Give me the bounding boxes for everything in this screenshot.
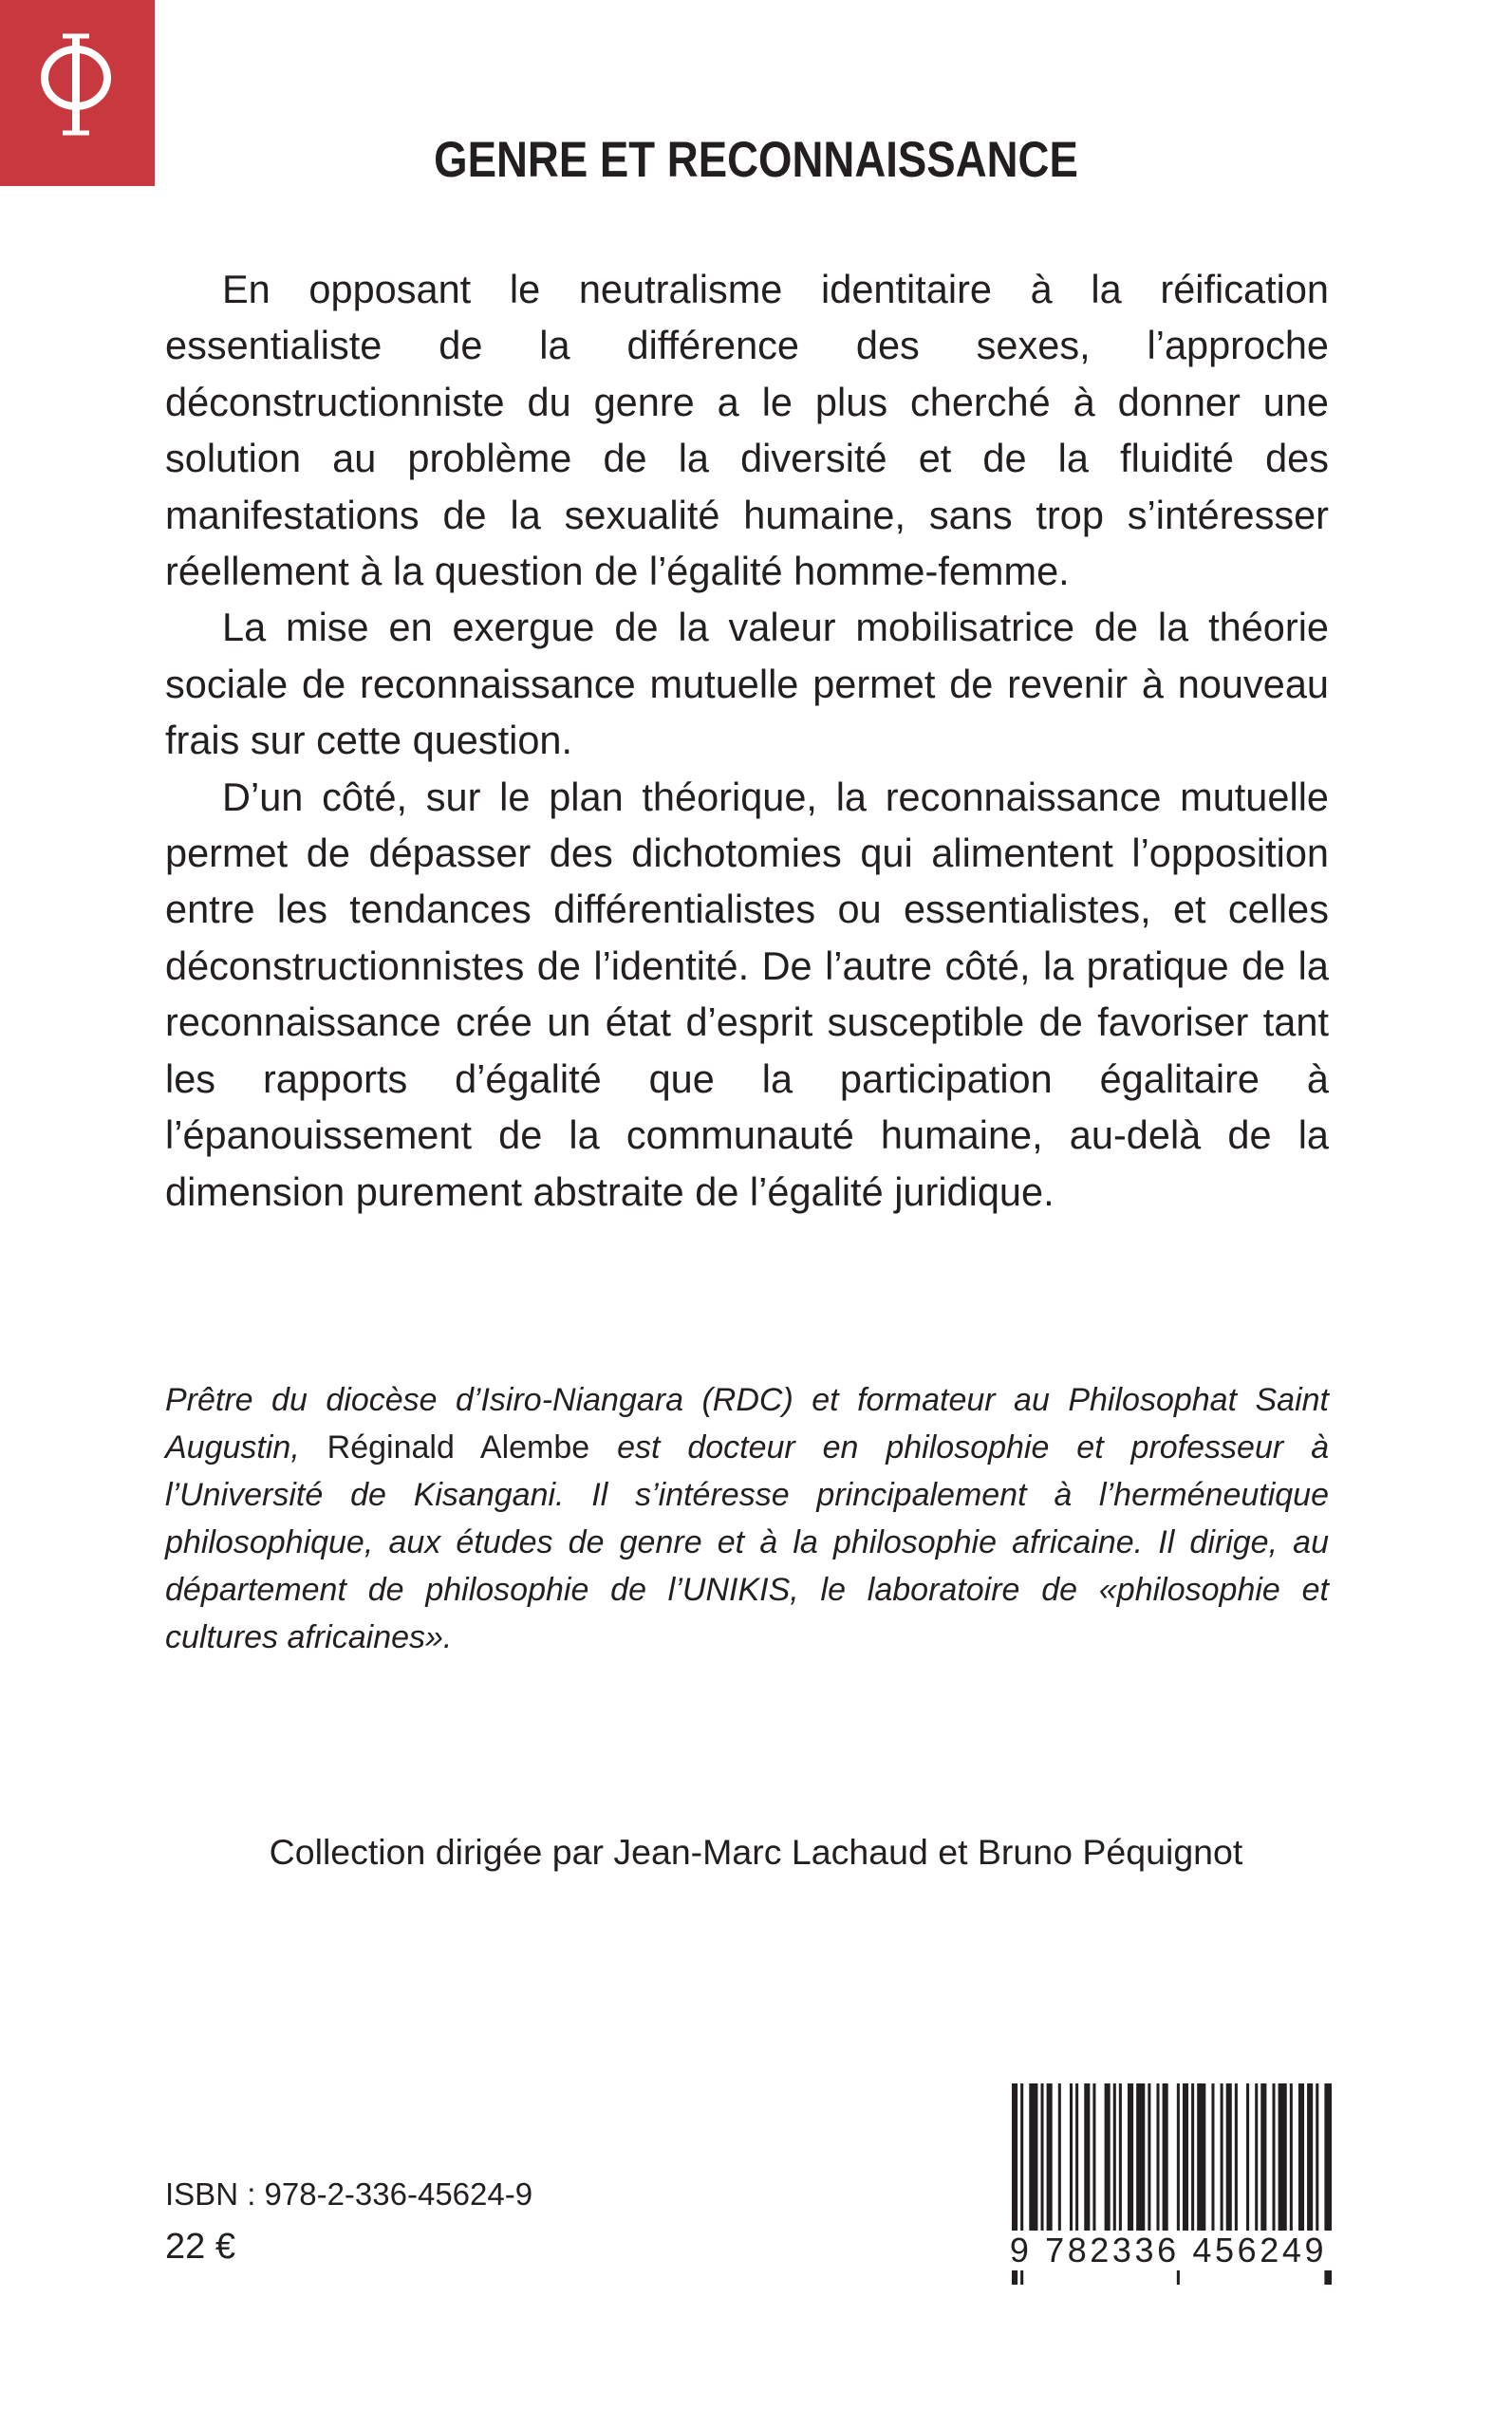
barcode-digits: 9 782336 456249 <box>997 2231 1340 2270</box>
summary-paragraph-2: La mise en exergue de la valeur mobilisatrice de la théorie sociale de reconnaissance mutuelle permet de revenir à nouveau frais sur cette question. <box>165 605 1329 763</box>
summary-paragraph-1: En opposant le neutralisme identitaire à la réification essentialiste de la différence des sexes, l’approche déconstructionniste du genre a le plus cherché à donner une solution au problème de la diversité et de la fluidité des manifestations de la sexualité humaine, sans trop s’intéresser réellement à la question de l’égalité homme-femme. <box>165 267 1329 594</box>
isbn-label: ISBN : 978-2-336-45624-9 <box>165 2176 533 2212</box>
collection-credit: Collection dirigée par Jean-Marc Lachaud et Bruno Péquignot <box>269 1832 1243 1872</box>
bio-text-end: est docteur en philosophie et professeur à l’Université de Kisangani. Il s’intéresse principalement à l’herméneutique philosophique, aux études de genre et à la philosophie africaine. Il dirige, au département de philosophie de l’UNIKIS, le laboratoire de «philosophie et cultures africaines». <box>165 1429 1329 1655</box>
price-label: 22 € <box>165 2227 235 2267</box>
author-name: Réginald Alembe <box>327 1429 590 1466</box>
summary-paragraph-3: D’un côté, sur le plan théorique, la reconnaissance mutuelle permet de dépasser des dichotomies qui alimentent l’opposition entre les tendances différentialistes ou essentialistes, et celles déconstructionnistes de l’identité. De l’autre côté, la pratique de la reconnaissance crée un état d’esprit susceptible de favoriser tant les rapports d’égalité que la participation égalitaire à l’épanouissement de la communauté humaine, au-delà de la dimension purement abstraite de l’égalité juridique. <box>165 774 1329 1214</box>
summary-text <box>165 261 1329 1220</box>
author-bio <box>165 1376 1329 1661</box>
bio-text-start: Prêtre du diocèse d’Isiro-Niangara (RDC) et formateur au Philosophat Saint Augustin, <box>165 1382 1329 1466</box>
book-title: GENRE ET RECONNAISSANCE <box>434 132 1078 188</box>
